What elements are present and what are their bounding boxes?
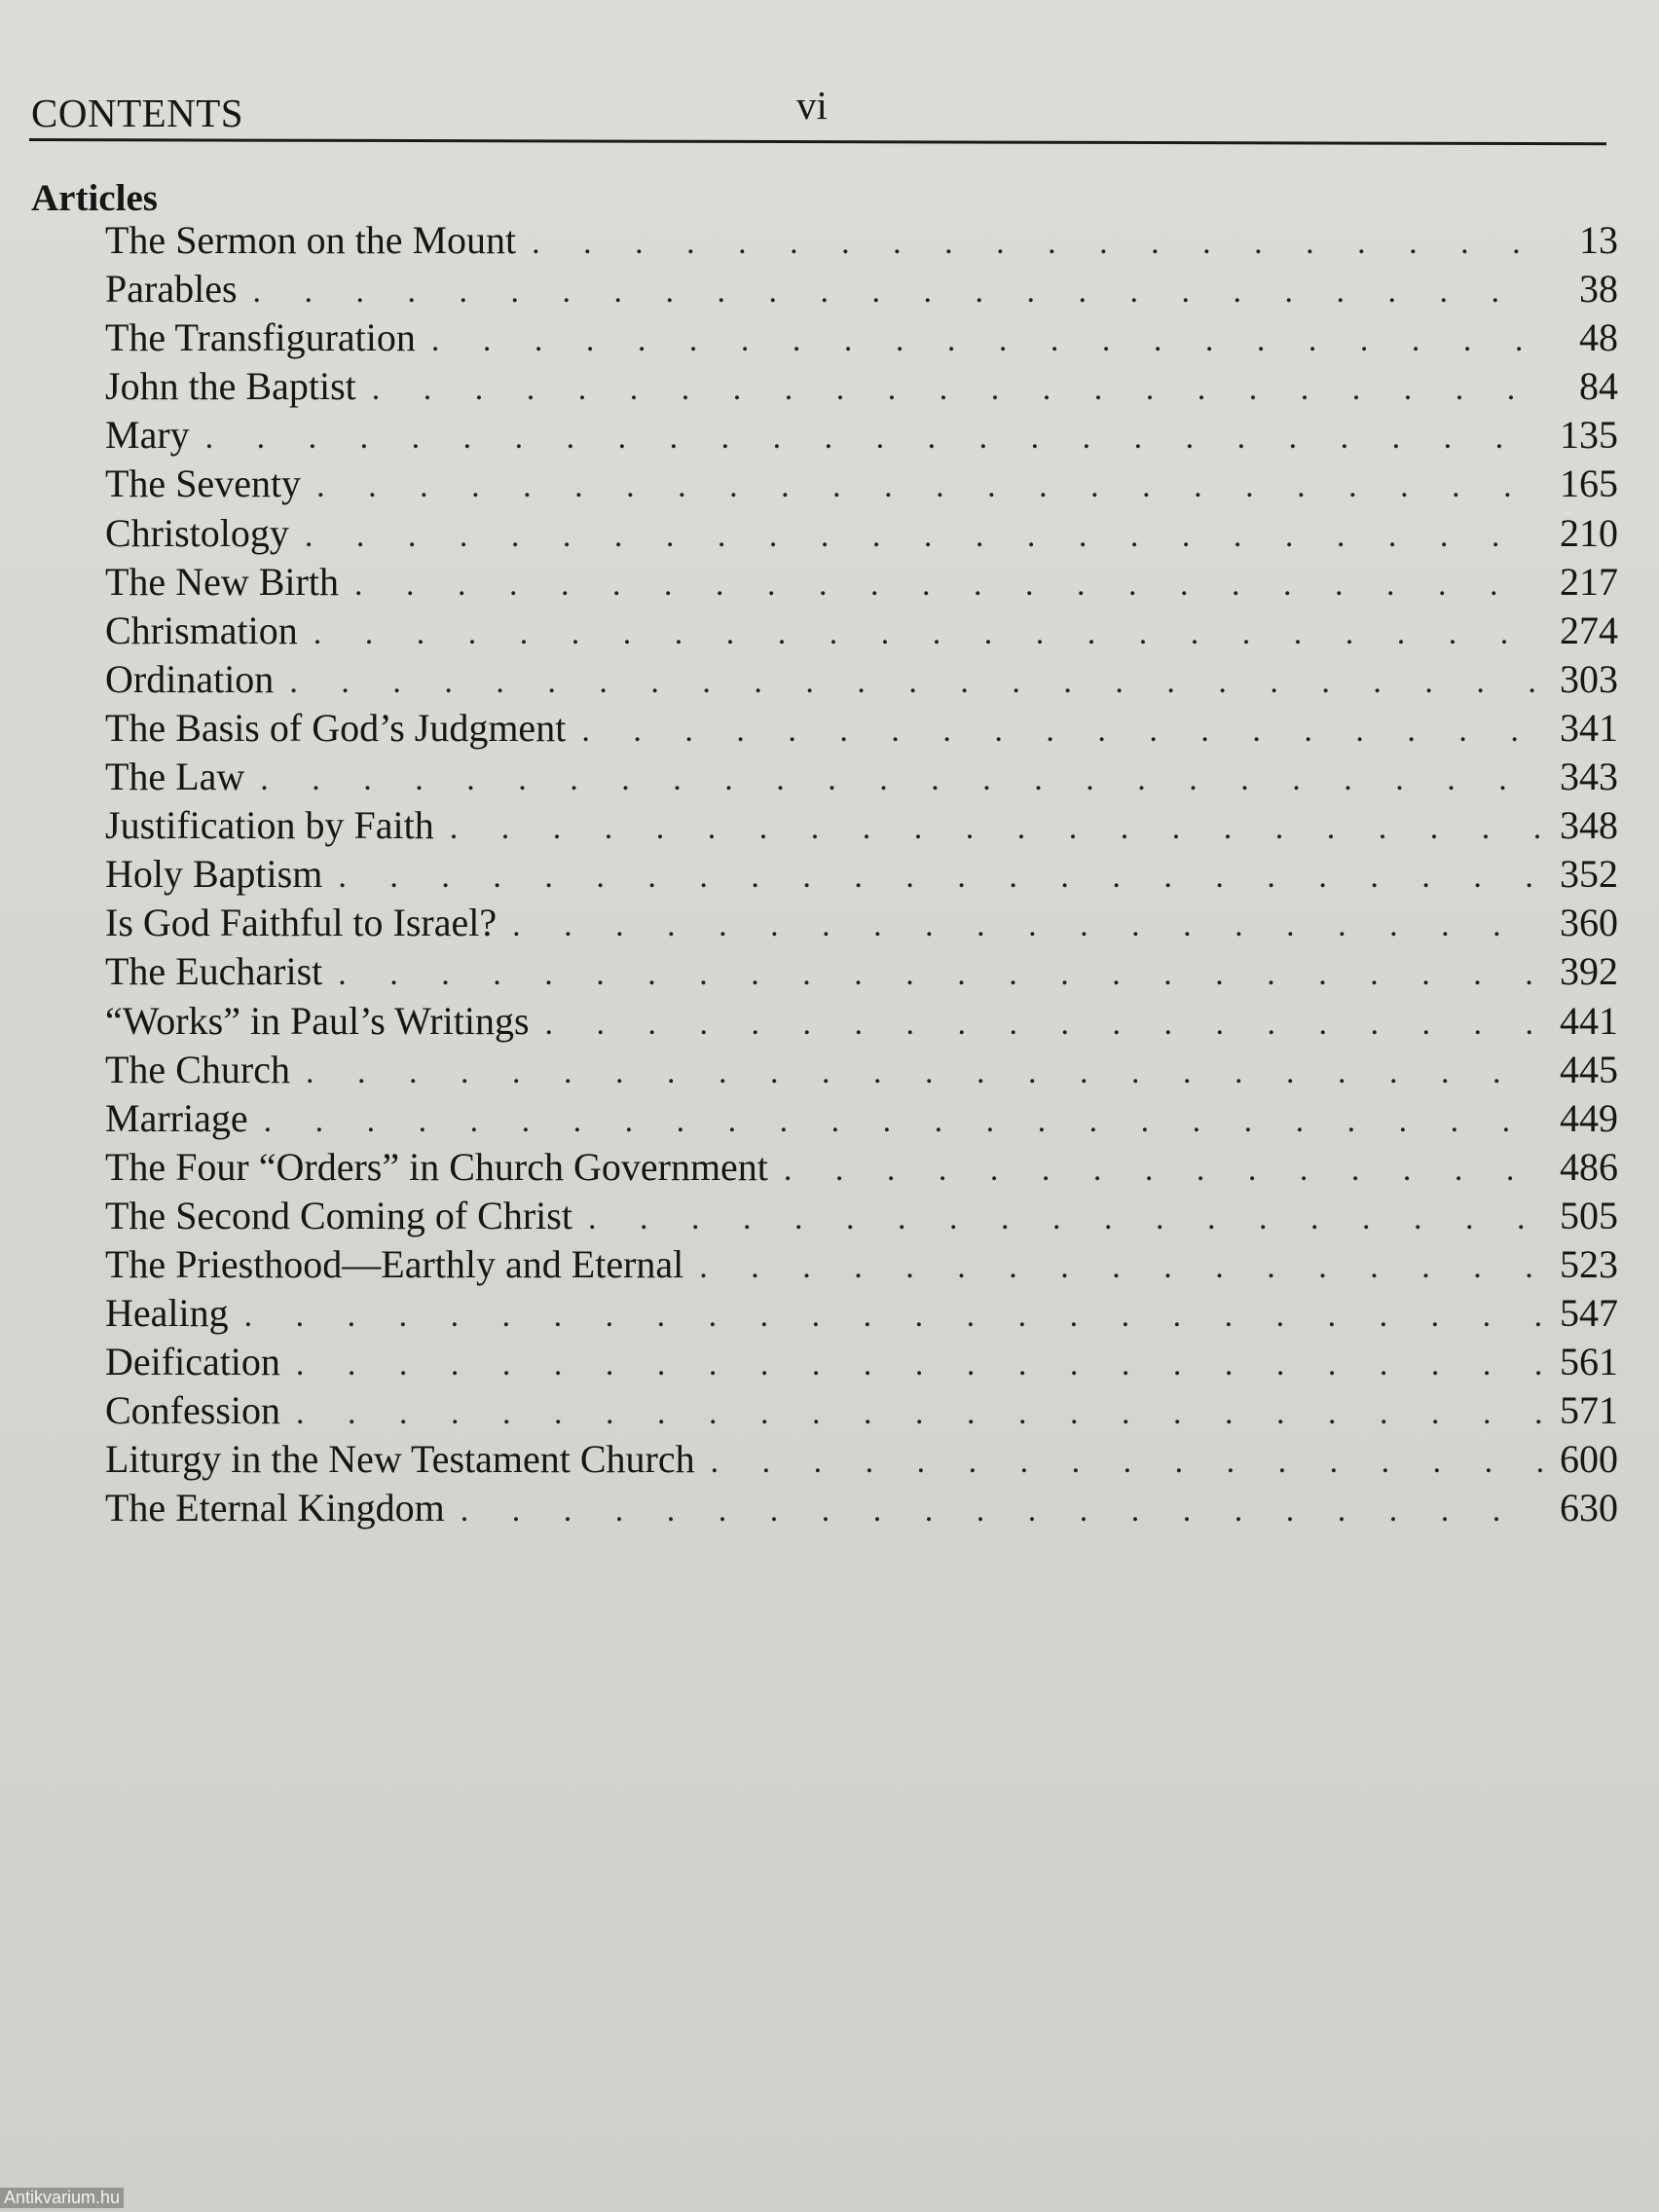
- toc-entry-title: Parables: [105, 267, 238, 312]
- toc-entry-title: Ordination: [105, 656, 275, 701]
- toc-entry-title: Justification by Faith: [105, 803, 434, 848]
- toc-entry-page: 48: [1579, 315, 1618, 360]
- toc-entry-title: The Basis of God’s Judgment: [105, 705, 567, 750]
- toc-entry: [105, 362, 1618, 411]
- toc-entry-page: 600: [1560, 1437, 1618, 1482]
- toc-entry-page: 348: [1560, 803, 1618, 848]
- table-of-contents: [105, 216, 1618, 1533]
- toc-entry-title: “Works” in Paul’s Writings: [105, 998, 530, 1043]
- toc-entry-title: Marriage: [105, 1095, 248, 1140]
- toc-entry: [105, 558, 1618, 607]
- toc-entry-title: The New Birth: [105, 559, 339, 604]
- toc-entry-page: 217: [1560, 559, 1618, 604]
- dot-leader: [711, 1438, 1542, 1487]
- toc-entry-page: 547: [1560, 1291, 1618, 1336]
- toc-entry: [105, 509, 1618, 558]
- watermark: Antikvarium.hu: [0, 2188, 124, 2208]
- toc-entry: [105, 997, 1618, 1046]
- dot-leader: [253, 268, 1542, 316]
- toc-entry: [105, 216, 1618, 265]
- toc-entry-page: 341: [1560, 705, 1618, 750]
- dot-leader: [545, 1000, 1542, 1049]
- toc-entry-title: Confession: [105, 1388, 280, 1433]
- dot-leader: [532, 219, 1542, 268]
- dot-leader: [289, 658, 1542, 707]
- toc-entry: [105, 947, 1618, 996]
- dot-leader: [354, 561, 1542, 609]
- toc-entry-page: 135: [1560, 413, 1618, 458]
- dot-leader: [296, 1389, 1542, 1438]
- toc-entry-title: The Second Coming of Christ: [105, 1193, 572, 1237]
- toc-entry: [105, 1484, 1618, 1532]
- running-header-title: CONTENTS: [31, 91, 244, 135]
- toc-entry-page: 84: [1579, 364, 1618, 409]
- toc-entry-title: The Sermon on the Mount: [105, 218, 517, 262]
- dot-leader: [338, 853, 1542, 902]
- toc-entry-page: 165: [1560, 461, 1618, 506]
- dot-leader: [305, 512, 1542, 561]
- toc-entry: [105, 460, 1618, 508]
- toc-entry-page: 441: [1560, 998, 1618, 1043]
- toc-entry: [105, 753, 1618, 801]
- toc-entry-title: The Eternal Kingdom: [105, 1486, 445, 1530]
- toc-entry: [105, 607, 1618, 655]
- toc-entry: [105, 801, 1618, 850]
- page-number: vi: [796, 83, 828, 128]
- toc-entry: [105, 1338, 1618, 1386]
- dot-leader: [306, 1049, 1542, 1097]
- toc-entry: [105, 1386, 1618, 1435]
- dot-leader: [205, 414, 1542, 462]
- toc-entry-title: The Priesthood—Earthly and Eternal: [105, 1241, 684, 1286]
- toc-entry-page: 352: [1560, 852, 1618, 897]
- toc-entry-page: 486: [1560, 1144, 1618, 1189]
- toc-entry: [105, 313, 1618, 362]
- dot-leader: [512, 902, 1542, 950]
- toc-entry-page: 360: [1560, 901, 1618, 945]
- toc-entry: [105, 1192, 1618, 1240]
- toc-entry-title: Chrismation: [105, 608, 298, 652]
- toc-entry-page: 13: [1579, 218, 1618, 262]
- toc-entry-page: 445: [1560, 1047, 1618, 1091]
- toc-entry-title: Mary: [105, 413, 190, 458]
- toc-entry: [105, 704, 1618, 753]
- toc-entry: [105, 1143, 1618, 1192]
- toc-entry-title: The Transfiguration: [105, 315, 416, 360]
- toc-entry-title: Liturgy in the New Testament Church: [105, 1437, 695, 1482]
- toc-entry: [105, 1094, 1618, 1143]
- toc-entry-page: 561: [1560, 1340, 1618, 1384]
- dot-leader: [264, 1097, 1542, 1146]
- toc-entry-page: 505: [1560, 1193, 1618, 1237]
- toc-entry-page: 38: [1579, 267, 1618, 312]
- toc-entry-page: 210: [1560, 510, 1618, 555]
- dot-leader: [296, 1341, 1542, 1389]
- section-title: Articles: [31, 177, 158, 219]
- dot-leader: [461, 1487, 1542, 1535]
- toc-entry-title: Healing: [105, 1291, 229, 1336]
- toc-entry: [105, 265, 1618, 313]
- toc-entry: [105, 1240, 1618, 1289]
- dot-leader: [313, 609, 1542, 658]
- toc-entry: [105, 899, 1618, 947]
- dot-leader: [260, 756, 1542, 804]
- dot-leader: [338, 950, 1542, 999]
- toc-entry: [105, 850, 1618, 899]
- toc-entry-page: 343: [1560, 755, 1618, 799]
- toc-entry-title: The Four “Orders” in Church Government: [105, 1144, 768, 1189]
- toc-entry-title: The Law: [105, 755, 245, 799]
- dot-leader: [450, 804, 1542, 853]
- toc-entry-page: 303: [1560, 656, 1618, 701]
- toc-entry: [105, 655, 1618, 704]
- dot-leader: [244, 1292, 1542, 1341]
- toc-entry-title: Holy Baptism: [105, 852, 323, 897]
- toc-entry: [105, 1435, 1618, 1484]
- toc-entry: [105, 411, 1618, 460]
- toc-entry-page: 392: [1560, 949, 1618, 994]
- toc-entry: [105, 1289, 1618, 1338]
- toc-entry-title: The Church: [105, 1047, 290, 1091]
- dot-leader: [372, 365, 1542, 414]
- toc-entry-page: 571: [1560, 1388, 1618, 1433]
- toc-entry-title: Is God Faithful to Israel?: [105, 901, 498, 945]
- dot-leader: [316, 462, 1542, 511]
- toc-entry-title: John the Baptist: [105, 364, 356, 409]
- toc-entry-page: 449: [1560, 1095, 1618, 1140]
- toc-entry-title: Christology: [105, 510, 289, 555]
- toc-entry-title: Deification: [105, 1340, 280, 1384]
- toc-entry-page: 630: [1560, 1486, 1618, 1530]
- toc-entry-page: 523: [1560, 1241, 1618, 1286]
- dot-leader: [784, 1146, 1542, 1195]
- dot-leader: [581, 707, 1542, 756]
- toc-entry-title: The Eucharist: [105, 949, 323, 994]
- toc-entry-title: The Seventy: [105, 461, 302, 506]
- toc-entry-page: 274: [1560, 608, 1618, 652]
- dot-leader: [699, 1243, 1542, 1292]
- header-rule: [29, 138, 1606, 145]
- dot-leader: [588, 1195, 1542, 1243]
- toc-entry: [105, 1046, 1618, 1094]
- dot-leader: [431, 316, 1542, 365]
